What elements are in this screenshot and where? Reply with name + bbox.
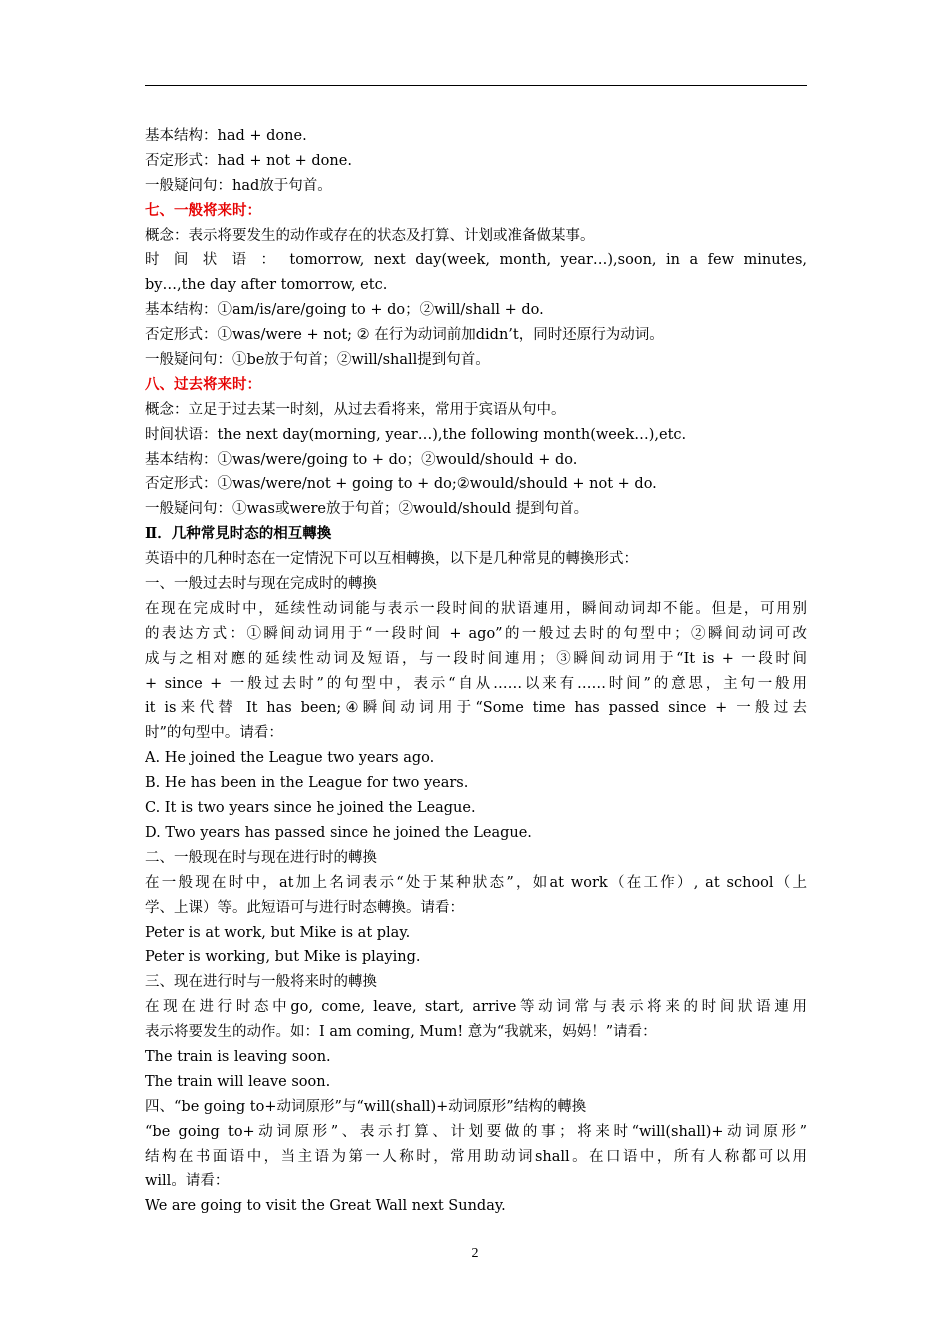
text-line: 基本结构：had + done. bbox=[145, 128, 307, 144]
text-line: it is来代替 It has been;④瞬间动词用于“Some time has passed since + 一般过去 bbox=[145, 700, 807, 717]
text-line: will。请看： bbox=[145, 1173, 230, 1190]
subheading-2: 二、一般现在时与现在进行时的轉換 bbox=[145, 849, 377, 866]
example-sentence: The train will leave soon. bbox=[145, 1073, 331, 1090]
text-line: 学、上课）等。此短语可与进行时态轉換。请看： bbox=[145, 899, 464, 916]
example-sentence: A. He joined the League two years ago. bbox=[145, 750, 435, 767]
text-line: 时 间 状 语 ： tomorrow, next day(week, month, year…),soon, in a few minutes, bbox=[145, 252, 807, 269]
document-body bbox=[145, 124, 807, 1219]
text-line: 一般疑问句：①was或were放于句首；②would/should 提到句首。 bbox=[145, 501, 589, 518]
text-line: 概念：立足于过去某一时刻，从过去看将来，常用于宾语从句中。 bbox=[145, 401, 566, 418]
text-line: 概念：表示将要发生的动作或存在的状态及打算、计划或准备做某事。 bbox=[145, 227, 595, 244]
text-line: 在现在进行时态中go, come, leave, start, arrive等动词常与表示将来的时间狀语連用 bbox=[145, 999, 807, 1016]
text-line: 英语中的几种时态在一定情況下可以互相轉換，以下是几种常見的轉換形式： bbox=[145, 551, 638, 568]
text-line: 成与之相对應的延续性动词及短语，与一段时间連用；③瞬间动词用于“It is + 一段时间 bbox=[145, 650, 807, 667]
example-sentence: The train is leaving soon. bbox=[145, 1048, 331, 1065]
text-line: 时间状语：the next day(morning, year…),the following month(week…),etc. bbox=[145, 426, 687, 443]
text-line: 在现在完成时中，延续性动词能与表示一段时间的狀语連用，瞬间动词却不能。但是，可用别 bbox=[145, 600, 807, 617]
text-line: 一般疑问句：①be放于句首；②will/shall提到句首。 bbox=[145, 352, 490, 369]
text-line: 基本结构：①am/is/are/going to + do；②will/shall + do. bbox=[145, 302, 544, 319]
example-sentence: B. He has been in the League for two years. bbox=[145, 775, 469, 792]
section-heading-past-future: 八、过去将来时： bbox=[145, 375, 261, 393]
text-line: 否定形式：①was/were + not; ② 在行为动词前加didn’t，同时还原行为动词。 bbox=[145, 327, 664, 344]
section-heading-tense-conversion: Ⅱ．几种常見时态的相互轉換 bbox=[145, 525, 332, 543]
text-line: 否定形式：had + not + done. bbox=[145, 152, 352, 169]
subheading-1: 一、一般过去时与现在完成时的轉換 bbox=[145, 576, 377, 593]
text-line: 表示将要发生的动作。如：I am coming, Mum! 意为“我就来，妈妈！”请看： bbox=[145, 1024, 657, 1041]
text-line: 否定形式：①was/were/not + going to + do;②would/should + not + do. bbox=[145, 476, 657, 493]
text-line: 在一般现在时中，at加上名词表示“处于某种狀态”，如at work（在工作）, at school（上 bbox=[145, 874, 807, 891]
page-number: 2 bbox=[471, 1246, 479, 1261]
text-line: by…,the day after tomorrow, etc. bbox=[145, 277, 388, 294]
example-sentence: Peter is working, but Mike is playing. bbox=[145, 949, 421, 966]
header-rule bbox=[145, 85, 807, 86]
text-line: “be going to+动词原形”、表示打算、计划要做的事；将来时“will(shall)+动词原形” bbox=[145, 1123, 807, 1140]
text-line: + since + 一般过去时”的句型中，表示“自从……以来有……时间”的意思，主句一般用 bbox=[145, 675, 807, 692]
text-line: 时”的句型中。请看： bbox=[145, 725, 283, 742]
example-sentence: C. It is two years since he joined the League. bbox=[145, 800, 476, 817]
subheading-4: 四、“be going to+动词原形”与“will(shall)+动词原形”结构的轉換 bbox=[145, 1098, 587, 1115]
text-line: 结构在书面语中，当主语为第一人称时，常用助动词shall。在口语中，所有人称都可以用 bbox=[145, 1148, 807, 1165]
example-sentence: We are going to visit the Great Wall next Sunday. bbox=[145, 1198, 506, 1215]
subheading-3: 三、现在进行时与一般将来时的轉換 bbox=[145, 974, 377, 991]
text-line: 基本结构：①was/were/going to + do；②would/should + do. bbox=[145, 451, 578, 468]
text-line: 的表达方式：①瞬间动词用于“一段时间 + ago”的一般过去时的句型中；②瞬间动词可改 bbox=[145, 625, 807, 642]
section-heading-future: 七、一般将来时： bbox=[145, 201, 261, 219]
text-line: 一般疑问句：had放于句首。 bbox=[145, 177, 332, 194]
example-sentence: Peter is at work, but Mike is at play. bbox=[145, 924, 411, 941]
example-sentence: D. Two years has passed since he joined the League. bbox=[145, 824, 532, 841]
